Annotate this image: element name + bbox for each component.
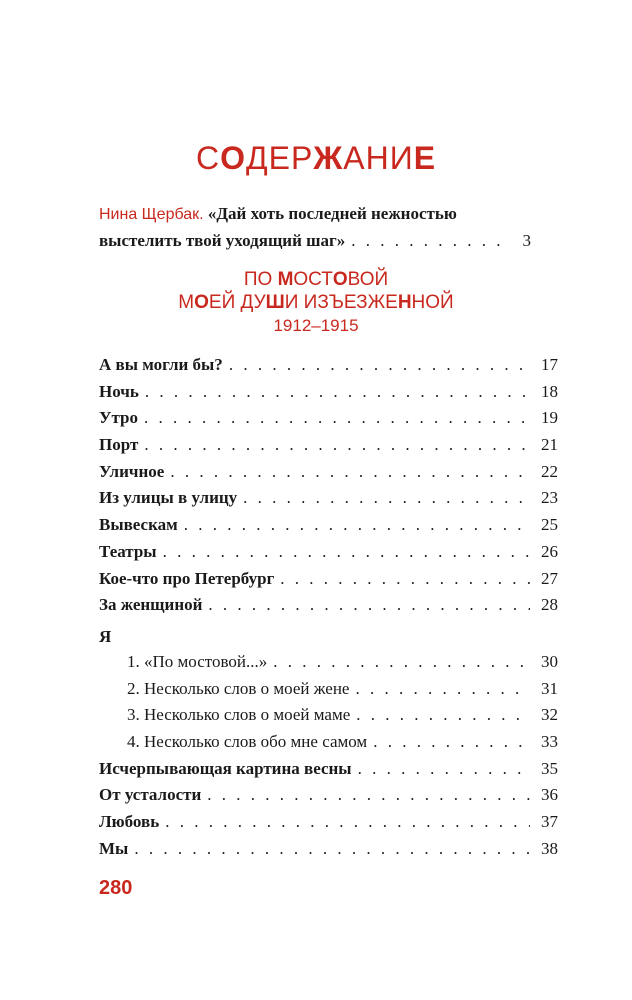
toc-entry[interactable]	[99, 485, 558, 512]
toc-entry[interactable]	[99, 405, 558, 432]
heading-part: ДЕР	[245, 140, 314, 176]
toc-entry[interactable]	[99, 512, 558, 539]
preface-title-line-1: «Дай хоть последней нежностью	[207, 204, 457, 223]
leader-dots	[165, 809, 530, 835]
toc-entry[interactable]	[99, 352, 558, 379]
toc-entry-page: 17	[541, 355, 558, 374]
toc-entry[interactable]	[99, 459, 558, 486]
toc-entry-title: Из улицы в улицу	[99, 488, 238, 508]
toc-entry-title: Исчерпывающая картина весны	[99, 758, 352, 778]
section-heading-line-2	[0, 291, 632, 314]
preface-author: Нина Щербак.	[99, 206, 204, 223]
leader-dots	[184, 512, 530, 538]
leader-dots	[208, 592, 530, 618]
toc-entry[interactable]	[99, 756, 558, 783]
toc-entry-title: Вывескам	[99, 515, 178, 535]
toc-entry-title: 2. Несколько слов о моей жене	[127, 678, 350, 698]
contents-heading	[0, 142, 632, 174]
leader-dots	[273, 649, 530, 675]
toc-entry[interactable]	[99, 539, 558, 566]
section-part: ЕЙ ДУ	[208, 292, 266, 313]
toc-group-title[interactable]: Я	[99, 626, 112, 646]
heading-part: АНИ	[343, 140, 414, 176]
toc-entry-title: Театры	[99, 541, 157, 561]
toc-entry-page: 33	[541, 731, 558, 751]
section-part: М	[277, 269, 294, 290]
leader-dots	[280, 566, 530, 592]
toc-entry-title: От усталости	[99, 785, 202, 805]
toc-sub-entry[interactable]	[99, 676, 558, 703]
heading-part: Е	[413, 140, 437, 176]
leader-dots	[134, 836, 530, 862]
toc-entry[interactable]	[99, 592, 558, 619]
toc-entry-title: Ночь	[99, 381, 139, 401]
leader-dots	[144, 432, 530, 458]
section-part: ОСТ	[293, 269, 333, 290]
section-part: Ш	[265, 292, 285, 313]
heading-part: О	[220, 140, 246, 176]
toc-entry-page: 22	[541, 461, 558, 481]
section-part: И ИЗЪЕЗ	[284, 292, 368, 313]
toc-entry-page: 36	[541, 785, 558, 805]
section-part: О	[332, 269, 348, 290]
page-folio: 280	[99, 877, 133, 899]
toc-entry-title: 4. Несколько слов обо мне самом	[127, 731, 368, 751]
section-heading-line-1	[0, 268, 632, 291]
leader-dots	[355, 676, 530, 702]
preface-page-number: 3	[522, 231, 531, 250]
toc-entry-page: 30	[541, 651, 558, 671]
toc-entry-page: 21	[541, 435, 558, 455]
table-of-contents	[99, 352, 558, 862]
heading-part: Ж	[313, 140, 344, 176]
toc-entry-page: 27	[541, 568, 558, 588]
toc-entry[interactable]	[99, 809, 558, 836]
section-part: ЖЕ	[367, 292, 398, 313]
toc-entry-page: 26	[541, 541, 558, 561]
toc-entry[interactable]	[99, 379, 558, 406]
toc-sub-entry[interactable]	[99, 729, 558, 756]
leader-dots	[373, 729, 530, 755]
toc-entry-title: 1. «По мостовой...»	[127, 651, 268, 671]
leader-dots	[351, 228, 503, 254]
toc-entry-page: 23	[541, 488, 558, 508]
leader-dots	[243, 485, 530, 511]
toc-sub-entry[interactable]	[99, 702, 558, 729]
section-part: ПО	[243, 269, 278, 290]
toc-entry-page: 19	[541, 408, 558, 428]
preface-entry	[99, 201, 531, 254]
toc-entry-title: Порт	[99, 435, 139, 455]
toc-entry-page: 28	[541, 595, 558, 615]
toc-entry[interactable]	[99, 782, 558, 809]
leader-dots	[358, 756, 530, 782]
section-part: О	[194, 292, 209, 313]
toc-entry-page: 37	[541, 812, 558, 831]
toc-entry-title: Любовь	[99, 812, 160, 831]
leader-dots	[356, 702, 530, 728]
section-years: 1912–1915	[273, 316, 359, 335]
toc-entry-title: Кое-что про Петербург	[99, 568, 275, 588]
toc-entry-title: За женщиной	[99, 595, 203, 615]
toc-entry-page: 32	[541, 705, 558, 725]
leader-dots	[144, 405, 530, 431]
section-part: НОЙ	[411, 292, 454, 313]
preface-title-line-2: выстелить твой уходящий шаг»	[99, 231, 346, 250]
section-heading	[0, 268, 632, 337]
toc-entry-title: Уличное	[99, 461, 165, 481]
section-part: М	[178, 292, 195, 313]
leader-dots	[145, 379, 530, 405]
leader-dots	[229, 352, 530, 378]
toc-entry-title: 3. Несколько слов о моей маме	[127, 705, 351, 725]
preface-line-1	[99, 201, 531, 228]
toc-entry[interactable]	[99, 566, 558, 593]
toc-entry-page: 35	[541, 758, 558, 778]
toc-entry-page: 25	[541, 515, 558, 535]
toc-entry[interactable]	[99, 432, 558, 459]
toc-entry-title: Мы	[99, 838, 129, 858]
toc-entry-page: 31	[541, 678, 558, 698]
section-part: ВОЙ	[347, 269, 389, 290]
toc-entry-page: 38	[541, 838, 558, 858]
toc-entry[interactable]	[99, 836, 558, 863]
section-part: Н	[397, 292, 412, 313]
toc-sub-entry[interactable]	[99, 649, 558, 676]
preface-line-2	[99, 228, 531, 254]
leader-dots	[163, 539, 530, 565]
heading-part: С	[195, 140, 221, 176]
leader-dots	[170, 459, 530, 485]
toc-entry-title: А вы могли бы?	[99, 355, 223, 374]
toc-entry-page: 18	[541, 381, 558, 401]
toc-entry-title: Утро	[99, 408, 138, 428]
leader-dots	[207, 782, 530, 808]
